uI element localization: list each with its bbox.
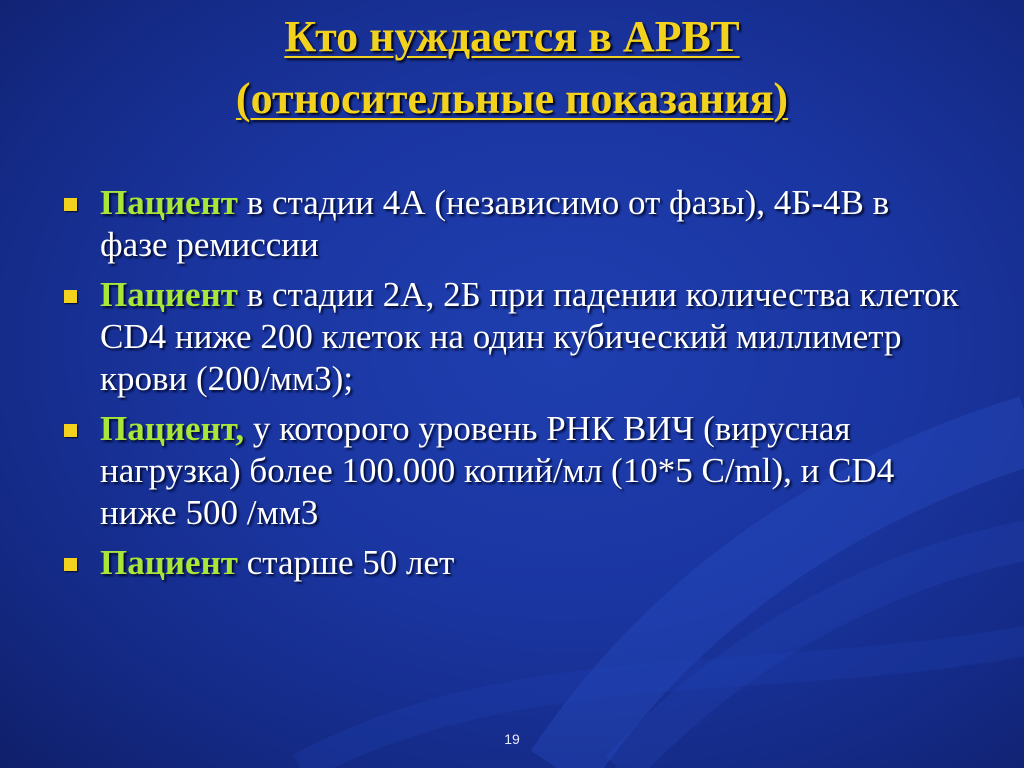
item-keyword: Пациент xyxy=(100,275,238,314)
indications-list xyxy=(62,182,962,592)
item-text: в стадии 2А, 2Б при падении количества клеток CD4 ниже 200 клеток на один кубический миллиметр крови (200/мм3); xyxy=(100,275,959,398)
square-bullet-icon xyxy=(64,558,77,571)
title-line-1: Кто нуждается в АРВТ xyxy=(284,12,740,61)
square-bullet-icon xyxy=(64,198,77,211)
item-text: у которого уровень РНК ВИЧ (вирусная нагрузка) более 100.000 копий/мл (10*5 C/ml), и CD4 ниже 500 /мм3 xyxy=(100,409,895,532)
list-item xyxy=(62,542,962,584)
square-bullet-icon xyxy=(64,290,77,303)
item-keyword: Пациент xyxy=(100,543,238,582)
slide-title xyxy=(0,6,1024,130)
square-bullet-icon xyxy=(64,424,77,437)
list-item xyxy=(62,182,962,266)
item-text: старше 50 лет xyxy=(237,543,455,582)
item-keyword: Пациент, xyxy=(100,409,245,448)
item-text: в стадии 4А (независимо от фазы), 4Б-4В в фазе ремиссии xyxy=(100,183,890,264)
list-item xyxy=(62,274,962,400)
page-number: 19 xyxy=(504,731,520,747)
item-keyword: Пациент xyxy=(100,183,238,222)
list-item xyxy=(62,408,962,534)
title-line-2: (относительные показания) xyxy=(235,74,789,123)
